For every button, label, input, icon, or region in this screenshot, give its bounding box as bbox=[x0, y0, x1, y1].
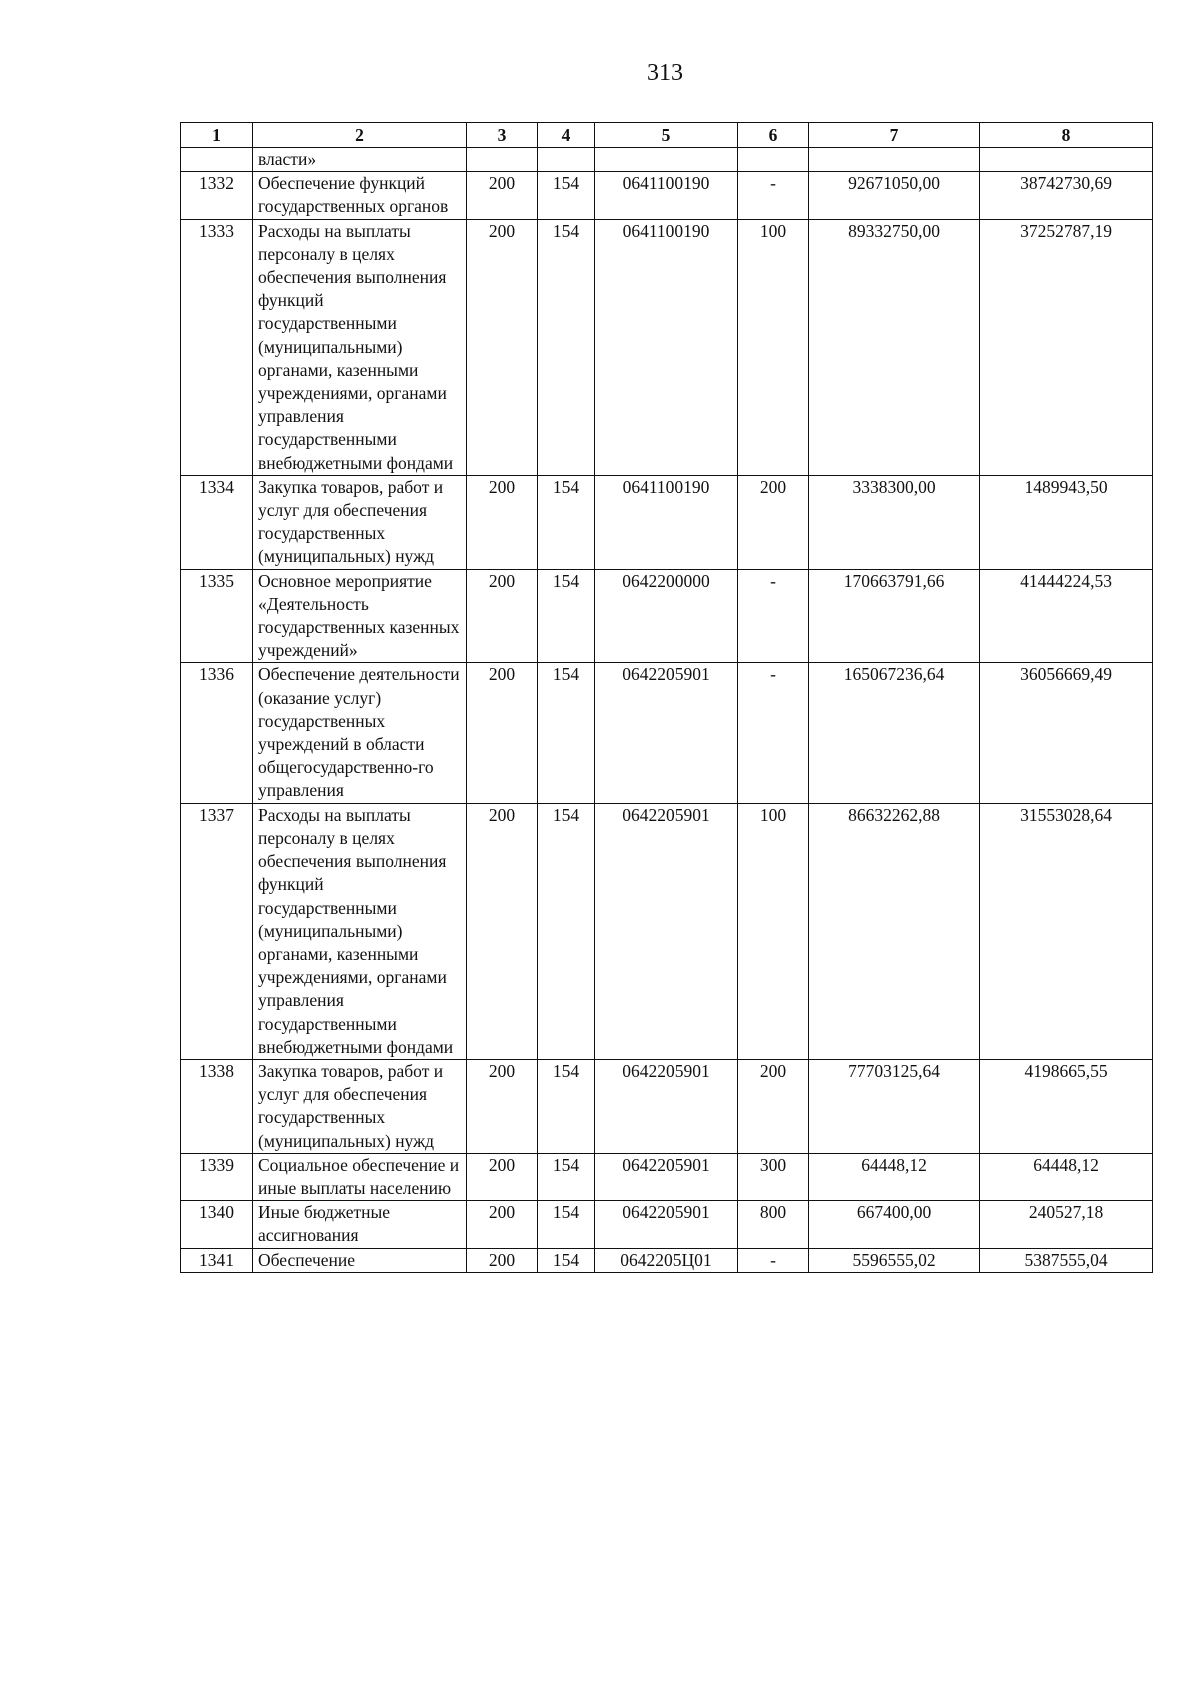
target-article-code: 0642205Ц01 bbox=[595, 1248, 738, 1272]
item-name: Закупка товаров, работ и услуг для обеспечения государственных (муниципальных) нужд bbox=[253, 475, 467, 569]
table-row bbox=[181, 569, 1153, 663]
column-header-1: 1 bbox=[181, 123, 253, 148]
ministry-code: 200 bbox=[467, 219, 538, 475]
planned-amount: 170663791,66 bbox=[809, 569, 980, 663]
row-number: 1335 bbox=[181, 569, 253, 663]
table-row bbox=[181, 1059, 1153, 1153]
section-code: 154 bbox=[538, 803, 595, 1059]
executed-amount: 240527,18 bbox=[980, 1201, 1153, 1248]
ministry-code: 200 bbox=[467, 475, 538, 569]
expense-type-code: 100 bbox=[738, 219, 809, 475]
executed-amount: 41444224,53 bbox=[980, 569, 1153, 663]
ministry-code: 200 bbox=[467, 1153, 538, 1200]
column-header-7: 7 bbox=[809, 123, 980, 148]
item-name: Обеспечение деятельности (оказание услуг) государственных учреждений в области общегосударственно-го управления bbox=[253, 663, 467, 803]
ministry-code bbox=[467, 148, 538, 172]
expense-type-code: 200 bbox=[738, 475, 809, 569]
executed-amount: 31553028,64 bbox=[980, 803, 1153, 1059]
planned-amount: 77703125,64 bbox=[809, 1059, 980, 1153]
planned-amount bbox=[809, 148, 980, 172]
table-row bbox=[181, 148, 1153, 172]
item-name: Расходы на выплаты персоналу в целях обеспечения выполнения функций государственными (муниципальными) органами, казенными учреждениями, органами управления государственными внебюджетными фондами bbox=[253, 803, 467, 1059]
ministry-code: 200 bbox=[467, 172, 538, 219]
ministry-code: 200 bbox=[467, 803, 538, 1059]
table-row bbox=[181, 1248, 1153, 1272]
section-code: 154 bbox=[538, 1059, 595, 1153]
item-name: власти» bbox=[253, 148, 467, 172]
section-code bbox=[538, 148, 595, 172]
planned-amount: 92671050,00 bbox=[809, 172, 980, 219]
page-number: 313 bbox=[647, 60, 683, 86]
executed-amount bbox=[980, 148, 1153, 172]
target-article-code: 0642205901 bbox=[595, 663, 738, 803]
column-header-6: 6 bbox=[738, 123, 809, 148]
section-code: 154 bbox=[538, 475, 595, 569]
executed-amount: 36056669,49 bbox=[980, 663, 1153, 803]
expense-type-code: - bbox=[738, 1248, 809, 1272]
expense-type-code: 100 bbox=[738, 803, 809, 1059]
executed-amount: 64448,12 bbox=[980, 1153, 1153, 1200]
section-code: 154 bbox=[538, 1248, 595, 1272]
planned-amount: 165067236,64 bbox=[809, 663, 980, 803]
table-row bbox=[181, 172, 1153, 219]
column-header-4: 4 bbox=[538, 123, 595, 148]
ministry-code: 200 bbox=[467, 663, 538, 803]
section-code: 154 bbox=[538, 569, 595, 663]
row-number: 1338 bbox=[181, 1059, 253, 1153]
planned-amount: 89332750,00 bbox=[809, 219, 980, 475]
target-article-code: 0642205901 bbox=[595, 1153, 738, 1200]
expense-type-code: - bbox=[738, 569, 809, 663]
ministry-code: 200 bbox=[467, 1059, 538, 1153]
item-name: Обеспечение bbox=[253, 1248, 467, 1272]
table-row bbox=[181, 1201, 1153, 1248]
target-article-code: 0642205901 bbox=[595, 1201, 738, 1248]
executed-amount: 38742730,69 bbox=[980, 172, 1153, 219]
column-header-8: 8 bbox=[980, 123, 1153, 148]
table-header-row bbox=[181, 123, 1153, 148]
column-header-3: 3 bbox=[467, 123, 538, 148]
table-row bbox=[181, 219, 1153, 475]
target-article-code bbox=[595, 148, 738, 172]
table-row bbox=[181, 475, 1153, 569]
table-row bbox=[181, 1153, 1153, 1200]
expense-type-code: 200 bbox=[738, 1059, 809, 1153]
target-article-code: 0642200000 bbox=[595, 569, 738, 663]
row-number: 1333 bbox=[181, 219, 253, 475]
expense-type-code: 800 bbox=[738, 1201, 809, 1248]
item-name: Закупка товаров, работ и услуг для обеспечения государственных (муниципальных) нужд bbox=[253, 1059, 467, 1153]
planned-amount: 64448,12 bbox=[809, 1153, 980, 1200]
row-number: 1334 bbox=[181, 475, 253, 569]
target-article-code: 0642205901 bbox=[595, 1059, 738, 1153]
row-number: 1340 bbox=[181, 1201, 253, 1248]
item-name: Основное мероприятие «Деятельность государственных казенных учреждений» bbox=[253, 569, 467, 663]
item-name: Обеспечение функций государственных органов bbox=[253, 172, 467, 219]
planned-amount: 667400,00 bbox=[809, 1201, 980, 1248]
executed-amount: 1489943,50 bbox=[980, 475, 1153, 569]
ministry-code: 200 bbox=[467, 1201, 538, 1248]
expense-type-code: - bbox=[738, 172, 809, 219]
ministry-code: 200 bbox=[467, 1248, 538, 1272]
section-code: 154 bbox=[538, 1201, 595, 1248]
section-code: 154 bbox=[538, 172, 595, 219]
table-row bbox=[181, 663, 1153, 803]
column-header-5: 5 bbox=[595, 123, 738, 148]
table-row bbox=[181, 803, 1153, 1059]
target-article-code: 0641100190 bbox=[595, 475, 738, 569]
row-number: 1339 bbox=[181, 1153, 253, 1200]
row-number: 1341 bbox=[181, 1248, 253, 1272]
item-name: Социальное обеспечение и иные выплаты населению bbox=[253, 1153, 467, 1200]
section-code: 154 bbox=[538, 1153, 595, 1200]
target-article-code: 0641100190 bbox=[595, 219, 738, 475]
item-name: Иные бюджетные ассигнования bbox=[253, 1201, 467, 1248]
section-code: 154 bbox=[538, 663, 595, 803]
section-code: 154 bbox=[538, 219, 595, 475]
planned-amount: 3338300,00 bbox=[809, 475, 980, 569]
executed-amount: 5387555,04 bbox=[980, 1248, 1153, 1272]
executed-amount: 37252787,19 bbox=[980, 219, 1153, 475]
row-number bbox=[181, 148, 253, 172]
column-header-2: 2 bbox=[253, 123, 467, 148]
expense-type-code: 300 bbox=[738, 1153, 809, 1200]
target-article-code: 0641100190 bbox=[595, 172, 738, 219]
row-number: 1336 bbox=[181, 663, 253, 803]
planned-amount: 86632262,88 bbox=[809, 803, 980, 1059]
row-number: 1337 bbox=[181, 803, 253, 1059]
expense-type-code: - bbox=[738, 663, 809, 803]
budget-table bbox=[180, 122, 1153, 1273]
expense-type-code bbox=[738, 148, 809, 172]
target-article-code: 0642205901 bbox=[595, 803, 738, 1059]
item-name: Расходы на выплаты персоналу в целях обеспечения выполнения функций государственными (муниципальными) органами, казенными учреждениями, органами управления государственными внебюджетными фондами bbox=[253, 219, 467, 475]
planned-amount: 5596555,02 bbox=[809, 1248, 980, 1272]
executed-amount: 4198665,55 bbox=[980, 1059, 1153, 1153]
row-number: 1332 bbox=[181, 172, 253, 219]
ministry-code: 200 bbox=[467, 569, 538, 663]
